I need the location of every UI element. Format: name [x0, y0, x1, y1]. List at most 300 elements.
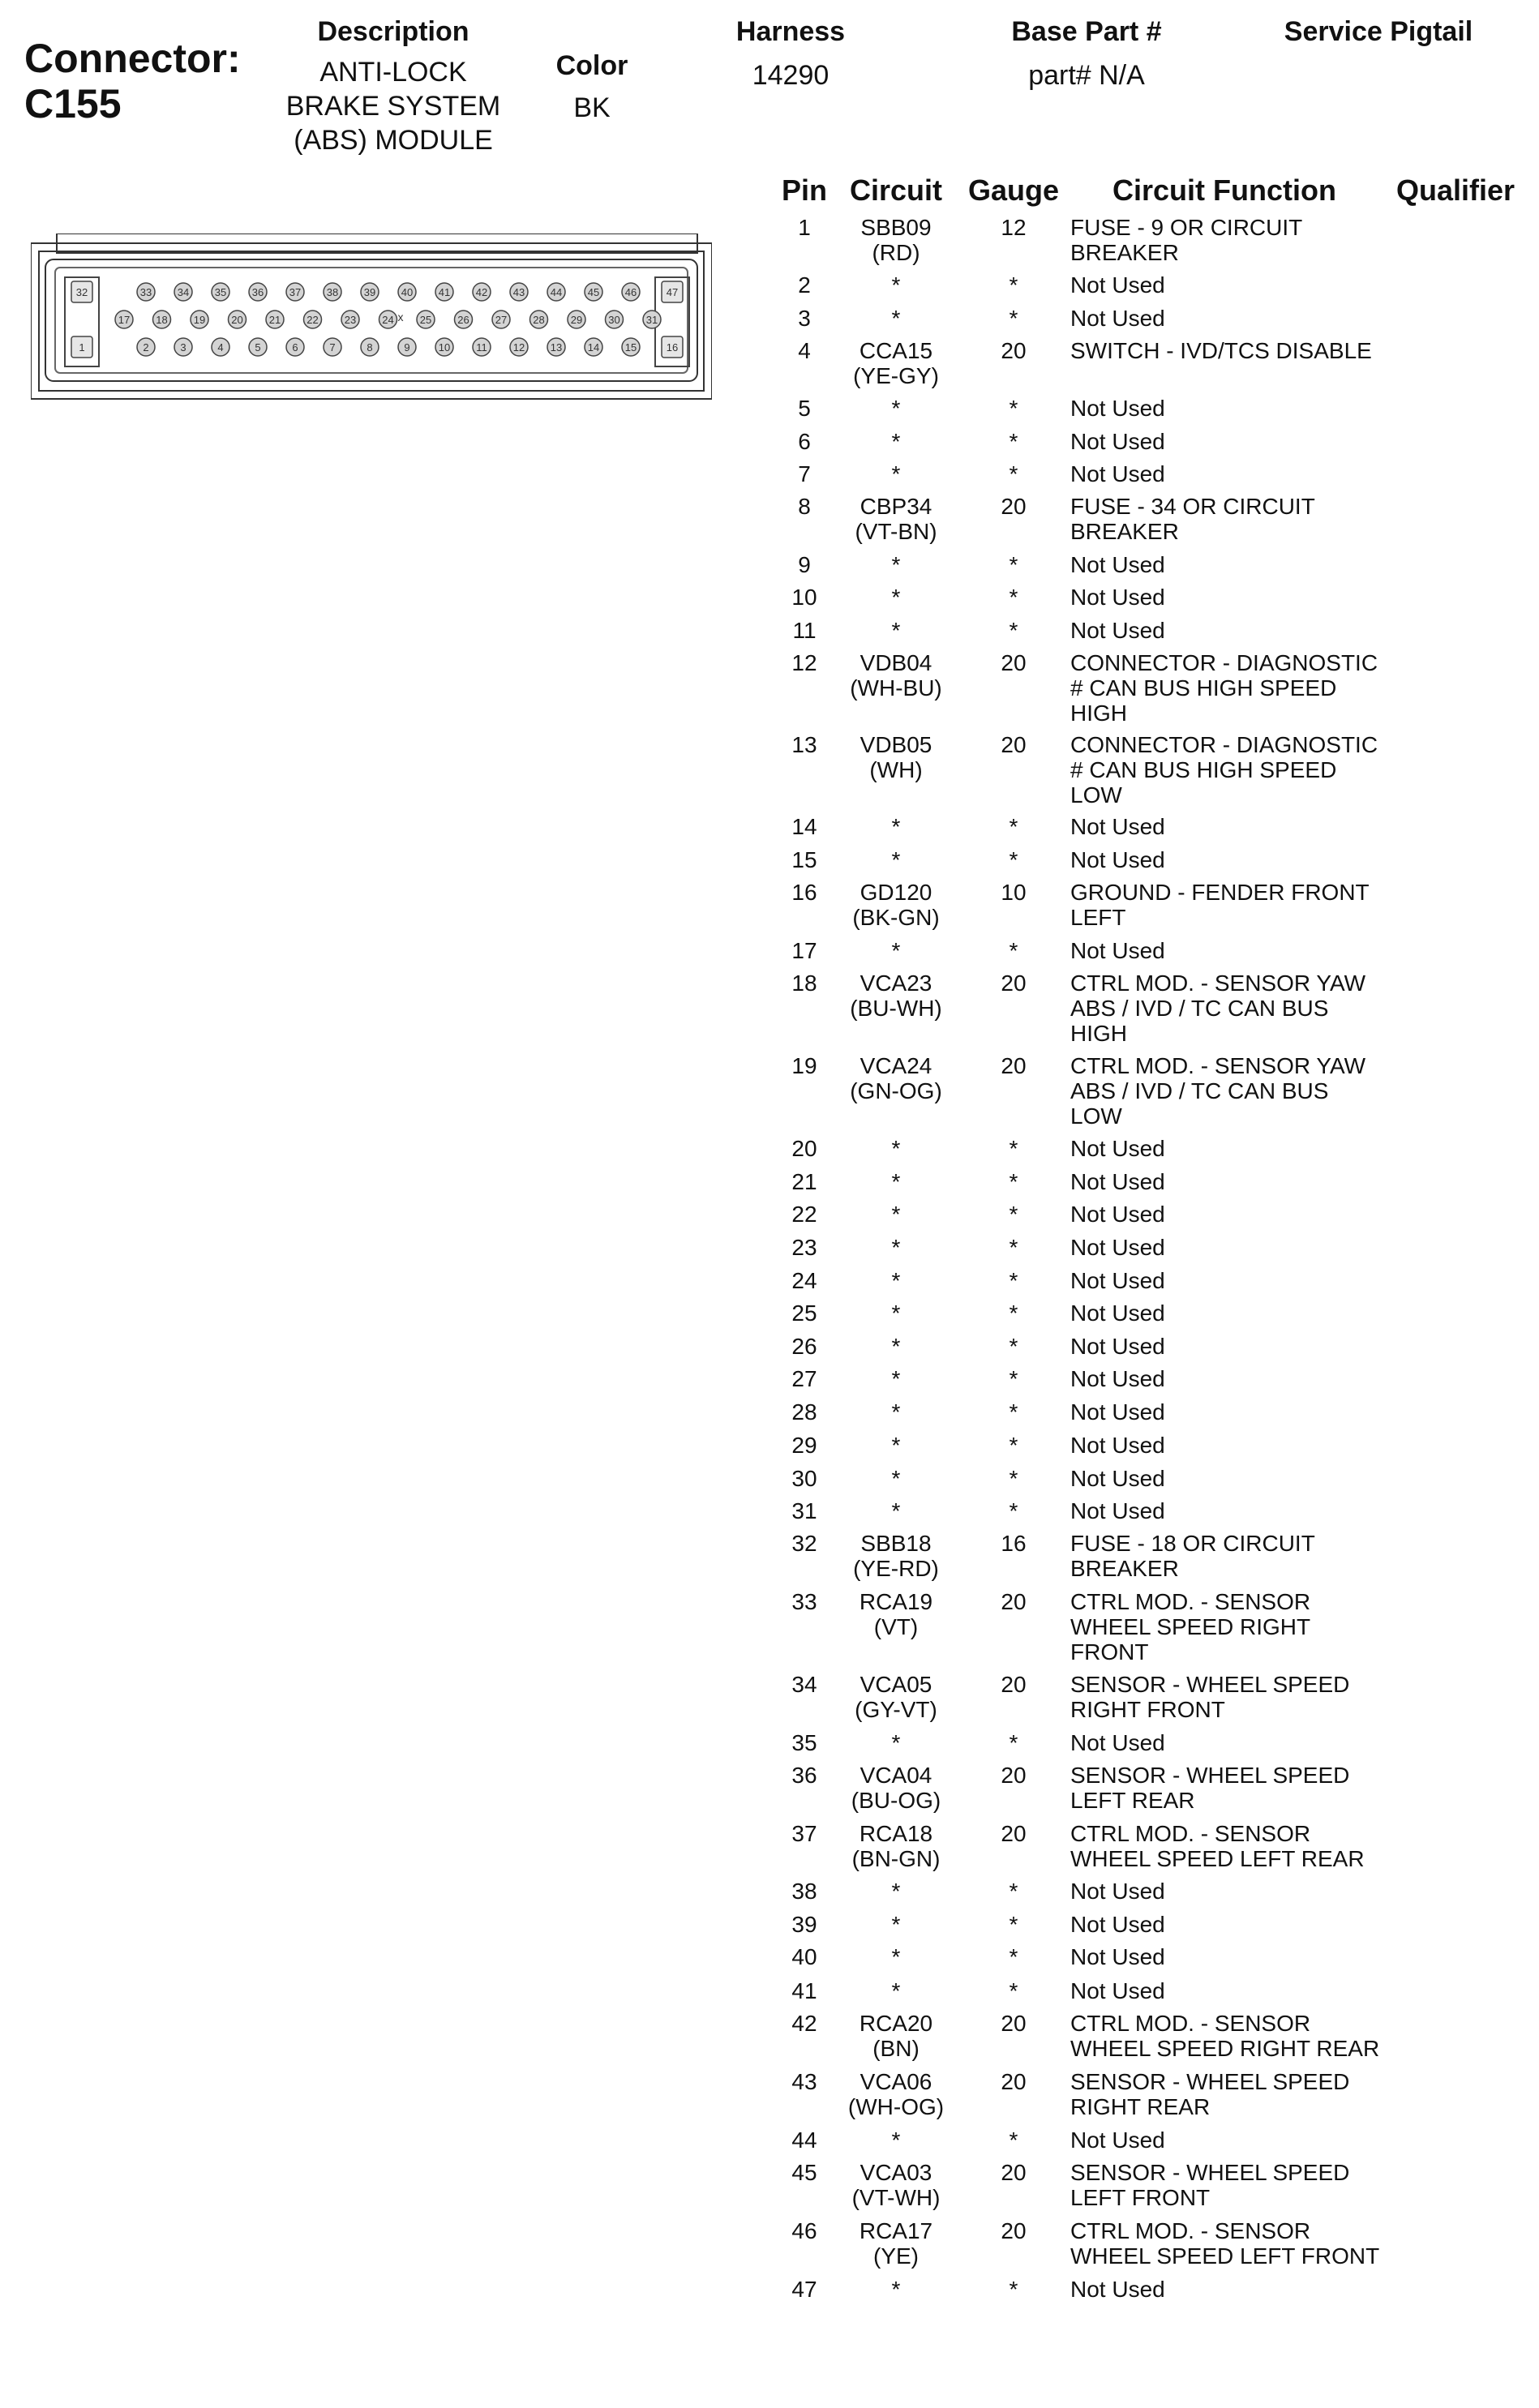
function-line: Not Used: [1070, 618, 1165, 643]
gauge-cell: 20: [1001, 494, 1027, 519]
circuit-cell: [835, 552, 957, 577]
function-line: FUSE - 34 OR CIRCUIT: [1070, 494, 1315, 519]
circuit-line: *: [891, 1136, 901, 1161]
connector-pin: [266, 311, 284, 328]
connector-pin: [585, 283, 602, 301]
function-line: CONNECTOR - DIAGNOSTIC: [1070, 650, 1378, 675]
connector-pin: [606, 311, 624, 328]
gauge-cell: 10: [1001, 880, 1027, 905]
circuit-function-cell: [1070, 1433, 1411, 1458]
gauge-cell: *: [1009, 552, 1018, 577]
pin-label: 9: [404, 341, 410, 353]
circuit-cell: [835, 1978, 957, 2003]
pin-number: 11: [792, 618, 817, 643]
pin-label: 22: [307, 314, 319, 326]
circuit-cell: [835, 938, 957, 963]
circuit-cell: [835, 1879, 957, 1904]
pin-label: 44: [550, 286, 563, 298]
function-line: CTRL MOD. - SENSOR: [1070, 1821, 1311, 1846]
circuit-line: *: [891, 2127, 901, 2153]
connector-pin: [324, 338, 341, 356]
circuit-cell: [835, 396, 957, 421]
circuit-line: VCA06: [860, 2069, 932, 2094]
circuit-cell: [835, 429, 957, 454]
pin-label: 37: [289, 286, 302, 298]
pin-number: 8: [798, 494, 811, 519]
connector-pin: [249, 338, 267, 356]
pin-label: 23: [344, 314, 357, 326]
circuit-line: SBB09: [860, 215, 932, 240]
pin-label: 39: [363, 286, 376, 298]
function-line: HIGH: [1070, 1021, 1127, 1046]
circuit-line: SBB18: [860, 1531, 932, 1556]
circuit-line: (BU-OG): [851, 1788, 941, 1813]
circuit-cell: [835, 1763, 957, 1813]
pin-number: 43: [791, 2069, 817, 2094]
circuit-line: *: [891, 1399, 901, 1425]
function-line: Not Used: [1070, 814, 1165, 839]
function-line: Not Used: [1070, 552, 1165, 577]
pin-label: 15: [624, 341, 637, 353]
circuit-cell: [835, 461, 957, 486]
function-line: BREAKER: [1070, 1556, 1179, 1581]
function-line: Not Used: [1070, 1912, 1165, 1937]
circuit-line: *: [891, 429, 901, 454]
circuit-line: *: [891, 1268, 901, 1293]
harness-header: Harness: [735, 16, 846, 47]
circuit-line: *: [891, 2277, 901, 2302]
gauge-cell: 20: [1001, 338, 1027, 363]
pin-number: 16: [791, 880, 817, 905]
connector-pin: [153, 311, 171, 328]
circuit-cell: [835, 847, 957, 872]
circuit-line: *: [891, 1912, 901, 1937]
connector-pin: [212, 283, 229, 301]
pin-label: 38: [326, 286, 339, 298]
description-header: Description: [317, 16, 469, 47]
function-line: Not Used: [1070, 272, 1165, 298]
gauge-cell: 20: [1001, 732, 1027, 757]
gauge-cell: *: [1009, 1912, 1018, 1937]
circuit-function-cell: [1070, 1912, 1411, 1937]
function-line: Not Used: [1070, 1730, 1165, 1755]
circuit-function-cell: [1070, 461, 1411, 486]
circuit-function-cell: [1070, 2127, 1411, 2153]
circuit-function-cell: [1070, 1531, 1411, 1581]
function-line: Not Used: [1070, 847, 1165, 872]
pin-label: 1: [79, 341, 85, 353]
connector-pin: [191, 311, 208, 328]
circuit-function-cell: [1070, 1672, 1411, 1722]
circuit-function-cell: [1070, 618, 1411, 643]
circuit-line: *: [891, 552, 901, 577]
connector-pin: [174, 338, 192, 356]
pin-number: 15: [791, 847, 817, 872]
function-line: Not Used: [1070, 938, 1165, 963]
circuit-line: *: [891, 272, 901, 298]
connector-pin: [547, 283, 565, 301]
function-line: Not Used: [1070, 1202, 1165, 1227]
pin-number: 20: [791, 1136, 817, 1161]
pin-label: 31: [645, 314, 658, 326]
circuit-line: VDB04: [860, 650, 932, 675]
pin-number: 18: [791, 970, 817, 996]
column-header-function: Circuit Function: [1112, 174, 1336, 207]
function-line: SENSOR - WHEEL SPEED: [1070, 2069, 1350, 2094]
function-line: Not Used: [1070, 2277, 1165, 2302]
pin-number: 34: [791, 1672, 817, 1697]
function-line: Not Used: [1070, 1433, 1165, 1458]
function-line: BREAKER: [1070, 519, 1179, 544]
function-line: SWITCH - IVD/TCS DISABLE: [1070, 338, 1372, 363]
connector-pin: [585, 338, 602, 356]
circuit-line: VCA03: [860, 2160, 932, 2185]
circuit-line: *: [891, 1498, 901, 1523]
circuit-line: (YE): [873, 2243, 919, 2269]
gauge-cell: *: [1009, 1466, 1018, 1491]
circuit-line: *: [891, 1730, 901, 1755]
gauge-cell: *: [1009, 461, 1018, 486]
gauge-cell: 12: [1001, 215, 1027, 240]
circuit-function-cell: [1070, 732, 1411, 808]
function-line: GROUND - FENDER FRONT: [1070, 880, 1370, 905]
pin-label: 41: [438, 286, 451, 298]
connector-pin: [435, 283, 453, 301]
circuit-cell: [835, 1498, 957, 1523]
circuit-line: *: [891, 1944, 901, 1969]
description-line: BRAKE SYSTEM: [285, 91, 501, 122]
gauge-cell: *: [1009, 429, 1018, 454]
pin-label: 28: [533, 314, 545, 326]
pin-label: 11: [476, 341, 487, 353]
function-line: CTRL MOD. - SENSOR YAW: [1070, 1053, 1366, 1078]
pin-number: 30: [791, 1466, 817, 1491]
function-line: # CAN BUS HIGH SPEED: [1070, 757, 1337, 782]
circuit-line: (BK-GN): [852, 905, 940, 930]
pin-number: 45: [791, 2160, 817, 2185]
circuit-line: *: [891, 1300, 901, 1326]
circuit-line: *: [891, 814, 901, 839]
circuit-cell: [835, 1136, 957, 1161]
pin-label: 32: [75, 286, 88, 298]
circuit-function-cell: [1070, 880, 1411, 930]
function-line: CONNECTOR - DIAGNOSTIC: [1070, 732, 1378, 757]
pin-label: 12: [512, 341, 525, 353]
pin-number: 36: [791, 1763, 817, 1788]
pin-number: 35: [791, 1730, 817, 1755]
gauge-cell: *: [1009, 396, 1018, 421]
circuit-cell: [835, 2011, 957, 2061]
circuit-cell: [835, 2160, 957, 2210]
circuit-cell: [835, 1202, 957, 1227]
pin-number: 27: [791, 1366, 817, 1391]
pin-number: 3: [798, 306, 811, 331]
circuit-function-cell: [1070, 306, 1411, 331]
function-line: FUSE - 18 OR CIRCUIT: [1070, 1531, 1315, 1556]
pin-number: 12: [791, 650, 817, 675]
connector-pin: [398, 338, 416, 356]
circuit-function-cell: [1070, 970, 1411, 1046]
pin-number: 10: [791, 585, 817, 610]
function-line: Not Used: [1070, 585, 1165, 610]
function-line: Not Used: [1070, 1268, 1165, 1293]
gauge-cell: *: [1009, 1730, 1018, 1755]
circuit-cell: [835, 1334, 957, 1359]
circuit-function-cell: [1070, 814, 1411, 839]
pin-number: 23: [791, 1235, 817, 1260]
circuit-line: *: [891, 1978, 901, 2003]
circuit-cell: [835, 272, 957, 298]
pin-number: 26: [791, 1334, 817, 1359]
gauge-cell: 20: [1001, 1589, 1027, 1614]
connector-pin: [435, 338, 453, 356]
circuit-line: (BN): [872, 2036, 920, 2061]
pin-label: 36: [251, 286, 264, 298]
pin-number: 1: [798, 215, 811, 240]
pin-number: 4: [798, 338, 811, 363]
gauge-cell: 20: [1001, 2069, 1027, 2094]
gauge-cell: *: [1009, 272, 1018, 298]
gauge-cell: *: [1009, 1978, 1018, 2003]
pin-label: 19: [193, 314, 206, 326]
pin-label: 8: [367, 341, 373, 353]
gauge-cell: *: [1009, 306, 1018, 331]
pin-label: 17: [118, 314, 131, 326]
circuit-line: (YE-GY): [853, 363, 939, 388]
gauge-cell: *: [1009, 2127, 1018, 2153]
function-line: RIGHT REAR: [1070, 2094, 1211, 2119]
gauge-cell: 20: [1001, 2218, 1027, 2243]
function-line: LEFT FRONT: [1070, 2185, 1211, 2210]
function-line: CTRL MOD. - SENSOR: [1070, 1589, 1311, 1614]
circuit-cell: [835, 1730, 957, 1755]
function-line: FUSE - 9 OR CIRCUIT: [1070, 215, 1303, 240]
pin-label: 40: [401, 286, 414, 298]
gauge-cell: *: [1009, 1433, 1018, 1458]
gauge-cell: 20: [1001, 2160, 1027, 2185]
connector-pin: [324, 283, 341, 301]
function-line: LOW: [1070, 1103, 1122, 1129]
pin-label: 24: [382, 314, 394, 326]
function-line: Not Used: [1070, 1978, 1165, 2003]
column-header-pin: Pin: [781, 174, 827, 207]
connector-pin: [115, 311, 133, 328]
connector-pin: [229, 311, 246, 328]
circuit-function-cell: [1070, 1763, 1411, 1813]
circuit-line: (YE-RD): [853, 1556, 939, 1581]
circuit-function-cell: [1070, 847, 1411, 872]
column-header-circuit: Circuit: [849, 174, 942, 207]
circuit-function-cell: [1070, 429, 1411, 454]
gauge-cell: *: [1009, 1498, 1018, 1523]
connector-pin: [455, 311, 473, 328]
circuit-line: *: [891, 1366, 901, 1391]
pin-label: 30: [608, 314, 620, 326]
pin-number: 9: [798, 552, 811, 577]
function-line: Not Used: [1070, 1136, 1165, 1161]
gauge-cell: *: [1009, 1944, 1018, 1969]
circuit-line: *: [891, 461, 901, 486]
circuit-function-cell: [1070, 1169, 1411, 1194]
circuit-line: *: [891, 1334, 901, 1359]
pin-number: 46: [791, 2218, 817, 2243]
pin-number: 2: [798, 272, 811, 298]
circuit-function-cell: [1070, 2218, 1411, 2269]
circuit-function-cell: [1070, 1821, 1411, 1871]
connector-pin: [622, 283, 640, 301]
gauge-cell: *: [1009, 938, 1018, 963]
circuit-line: *: [891, 1169, 901, 1194]
circuit-line: (BN-GN): [851, 1846, 941, 1871]
pin-number: 37: [791, 1821, 817, 1846]
circuit-line: VCA04: [860, 1763, 932, 1788]
circuit-line: (GY-VT): [855, 1697, 937, 1722]
pin-number: 14: [791, 814, 817, 839]
circuit-line: VDB05: [860, 732, 932, 757]
circuit-line: *: [891, 1235, 901, 1260]
gauge-cell: *: [1009, 1334, 1018, 1359]
connector-title: [24, 36, 241, 126]
circuit-cell: [835, 2218, 957, 2269]
connector-pin: [662, 281, 683, 302]
pin-number: 25: [791, 1300, 817, 1326]
gauge-cell: *: [1009, 1300, 1018, 1326]
function-line: Not Used: [1070, 2127, 1165, 2153]
circuit-function-cell: [1070, 494, 1411, 544]
circuit-cell: [835, 1268, 957, 1293]
gauge-cell: 20: [1001, 1821, 1027, 1846]
pin-label: 10: [438, 341, 451, 353]
function-line: Not Used: [1070, 396, 1165, 421]
circuit-function-cell: [1070, 1978, 1411, 2003]
circuit-function-cell: [1070, 2011, 1411, 2061]
circuit-cell: [835, 1672, 957, 1722]
connector-pin: [304, 311, 322, 328]
function-line: SENSOR - WHEEL SPEED: [1070, 1672, 1350, 1697]
circuit-cell: [835, 1589, 957, 1639]
pin-label: 33: [139, 286, 152, 298]
pin-label: 7: [329, 341, 336, 353]
connector-pin: [568, 311, 585, 328]
circuit-function-cell: [1070, 1944, 1411, 1969]
circuit-function-cell: [1070, 2069, 1411, 2119]
gauge-cell: *: [1009, 1202, 1018, 1227]
circuit-line: *: [891, 618, 901, 643]
gauge-cell: *: [1009, 618, 1018, 643]
circuit-function-cell: [1070, 1334, 1411, 1359]
circuit-line: (VT): [873, 1614, 919, 1639]
connector-pin: [473, 283, 491, 301]
circuit-cell: [835, 1433, 957, 1458]
pin-number: 42: [791, 2011, 817, 2036]
function-line: # CAN BUS HIGH SPEED: [1070, 675, 1337, 701]
circuit-function-cell: [1070, 1053, 1411, 1129]
connector-pin: [71, 336, 92, 358]
connector-pin: [398, 283, 416, 301]
circuit-function-cell: [1070, 2160, 1411, 2210]
gauge-cell: *: [1009, 585, 1018, 610]
circuit-line: RCA20: [859, 2011, 933, 2036]
pin-number: 44: [791, 2127, 817, 2153]
pin-label: 16: [666, 341, 679, 353]
pin-number: 41: [791, 1978, 817, 2003]
function-line: CTRL MOD. - SENSOR YAW: [1070, 970, 1366, 996]
circuit-function-cell: [1070, 1366, 1411, 1391]
circuit-cell: [835, 2069, 957, 2119]
circuit-cell: [835, 338, 957, 388]
gauge-cell: *: [1009, 814, 1018, 839]
function-line: Not Used: [1070, 1466, 1165, 1491]
circuit-line: *: [891, 938, 901, 963]
circuit-line: (WH-BU): [850, 675, 942, 701]
connector-face-diagram: [31, 234, 712, 404]
function-line: RIGHT FRONT: [1070, 1697, 1225, 1722]
connector-pin: [249, 283, 267, 301]
circuit-line: (GN-OG): [850, 1078, 942, 1103]
pin-number: 24: [791, 1268, 817, 1293]
circuit-line: (VT-BN): [855, 519, 937, 544]
circuit-cell: [835, 970, 957, 1021]
function-line: Not Used: [1070, 306, 1165, 331]
column-header-qualifier: Qualifier: [1395, 174, 1515, 207]
function-line: Not Used: [1070, 1879, 1165, 1904]
circuit-cell: [835, 1235, 957, 1260]
pin-number: 6: [798, 429, 811, 454]
circuit-line: *: [891, 585, 901, 610]
base-part-value: part# N/A: [1028, 60, 1145, 91]
circuit-line: (RD): [872, 240, 920, 265]
pin-label: 46: [624, 286, 637, 298]
pin-label: 3: [180, 341, 186, 353]
circuit-function-cell: [1070, 650, 1411, 726]
pin-number: 5: [798, 396, 811, 421]
circuit-cell: [835, 2277, 957, 2302]
pin-number: 19: [791, 1053, 817, 1078]
function-line: BREAKER: [1070, 240, 1179, 265]
circuit-function-cell: [1070, 1730, 1411, 1755]
connector-pin: [492, 311, 510, 328]
circuit-cell: [835, 618, 957, 643]
circuit-cell: [835, 215, 957, 265]
function-line: WHEEL SPEED RIGHT REAR: [1070, 2036, 1380, 2061]
function-line: WHEEL SPEED LEFT REAR: [1070, 1846, 1365, 1871]
circuit-line: *: [891, 1433, 901, 1458]
circuit-cell: [835, 306, 957, 331]
circuit-cell: [835, 1169, 957, 1194]
pin-label: 21: [268, 314, 281, 326]
harness-value: 14290: [752, 60, 830, 91]
connector-pin: [71, 281, 92, 302]
connector-pin: [341, 311, 359, 328]
pin-number: 39: [791, 1912, 817, 1937]
circuit-function-cell: [1070, 585, 1411, 610]
pin-number: 31: [791, 1498, 817, 1523]
gauge-cell: *: [1009, 1169, 1018, 1194]
pin-number: 33: [791, 1589, 817, 1614]
circuit-cell: [835, 1944, 957, 1969]
pin-label: 42: [475, 286, 488, 298]
pin-label: 47: [666, 286, 679, 298]
circuit-line: *: [891, 306, 901, 331]
circuit-function-cell: [1070, 1202, 1411, 1227]
pin-label: 13: [550, 341, 563, 353]
gauge-cell: 20: [1001, 2011, 1027, 2036]
pin-number: 22: [791, 1202, 817, 1227]
gauge-cell: *: [1009, 1399, 1018, 1425]
circuit-line: VCA23: [860, 970, 932, 996]
pin-label: 5: [255, 341, 261, 353]
connector-pin: [137, 283, 155, 301]
